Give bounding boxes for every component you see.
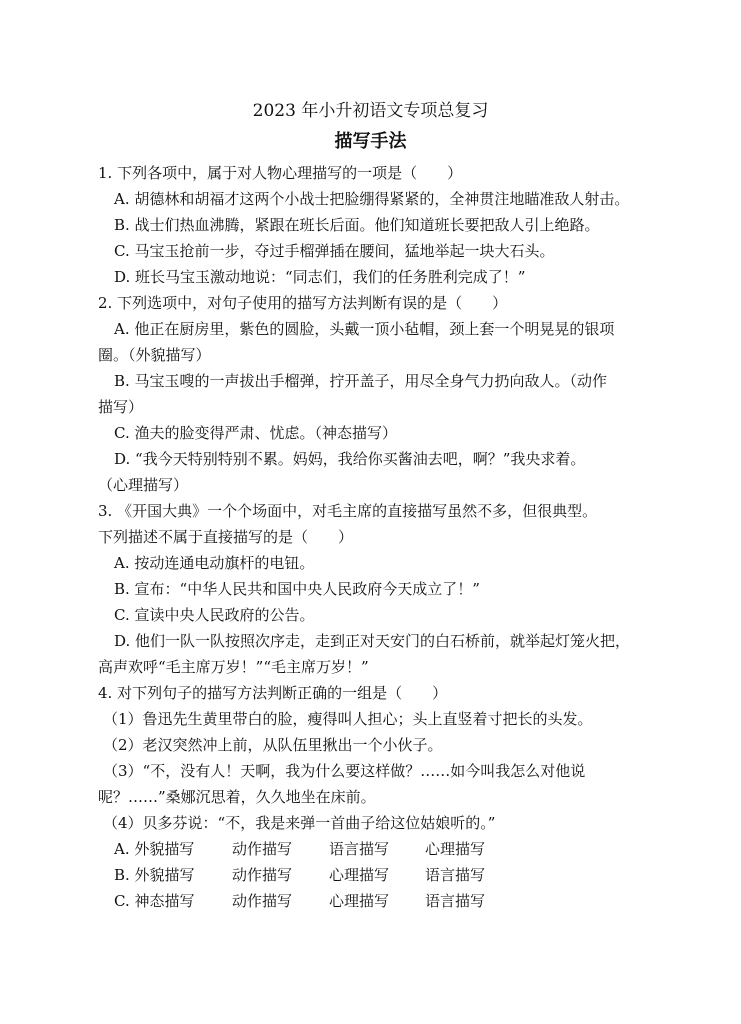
question-2-option-d-cont: （心理描写） (98, 476, 189, 494)
option-cell: 心理描写 (425, 840, 486, 858)
question-4-option-b (114, 865, 485, 885)
question-3-option-d: D. 他们一队一队按照次序走，走到正对天安门的白石桥前，就举起灯笼火把， (114, 632, 631, 650)
question-1-option-a: A. 胡德林和胡福才这两个小战士把脸绷得紧紧的，全神贯注地瞄准敌人射击。 (114, 190, 630, 208)
page-title: 2023 年小升初语文专项总复习 (252, 101, 489, 121)
question-2-option-a: A. 他正在厨房里，紫色的圆脸，头戴一顶小毡帽，颈上套一个明晃晃的银项 (114, 320, 615, 338)
question-2-option-b-cont: 描写） (98, 398, 144, 416)
option-cell: 语言描写 (329, 840, 390, 858)
option-cell: 心理描写 (329, 892, 390, 910)
question-1-option-d: D. 班长马宝玉激动地说：“同志们，我们的任务胜利完成了！” (114, 268, 526, 286)
question-3-stem-cont: 下列描述不属于直接描写的是（ ） (98, 528, 354, 546)
question-3-option-c: C. 宣读中央人民政府的公告。 (114, 606, 315, 624)
question-2-stem: 2. 下列选项中，对句子使用的描写方法判断有误的是（ ） (98, 294, 508, 312)
option-cell: B. 外貌描写 (114, 866, 195, 884)
option-cell: 语言描写 (425, 892, 486, 910)
question-4-option-a (114, 839, 485, 859)
question-2-option-b: B. 马宝玉嗖的一声拔出手榴弹，拧开盖子，用尽全身气力扔向敌人。（动作 (114, 372, 608, 390)
question-4-option-c (114, 891, 485, 911)
question-3-option-a: A. 按动连通电动旗杆的电钮。 (114, 554, 315, 572)
question-2-option-c: C. 渔夫的脸变得严肃、忧虑。（神态描写） (114, 424, 397, 442)
option-cell: 心理描写 (329, 866, 390, 884)
question-2-option-d: D. “我今天特别特别不累。妈妈，我给你买酱油去吧，啊？”我央求着。 (114, 450, 586, 468)
option-cell: C. 神态描写 (114, 892, 195, 910)
question-3-option-d-cont: 高声欢呼“毛主席万岁！”“毛主席万岁！” (98, 658, 369, 676)
question-4-sentence-3: （3）“不，没有人！天啊，我为什么要这样做？……如今叫我怎么对他说 (103, 762, 586, 780)
page-subtitle: 描写手法 (334, 131, 407, 152)
option-cell: A. 外貌描写 (114, 840, 195, 858)
question-4-sentence-2: （2）老汉突然冲上前，从队伍里揪出一个小伙子。 (103, 736, 443, 754)
option-cell: 语言描写 (425, 866, 486, 884)
question-4-sentence-3-cont: 呢？……”桑娜沉思着，久久地坐在床前。 (98, 788, 376, 806)
question-1-option-b: B. 战士们热血沸腾，紧跟在班长后面。他们知道班长要把敌人引上绝路。 (114, 216, 600, 234)
option-cell: 动作描写 (232, 866, 293, 884)
option-cell: 动作描写 (232, 892, 293, 910)
question-4-sentence-4: （4）贝多芬说：“不，我是来弹一首曲子给这位姑娘听的。” (103, 814, 496, 832)
question-2-option-a-cont: 圈。（外貌描写） (98, 346, 211, 364)
question-1-stem: 1. 下列各项中，属于对人物心理描写的一项是（ ） (98, 164, 463, 182)
question-4-sentence-1: （1）鲁迅先生黄里带白的脸，瘦得叫人担心；头上直竖着寸把长的头发。 (103, 710, 593, 728)
option-cell: 动作描写 (232, 840, 293, 858)
question-3-stem: 3. 《开国大典》一个个场面中，对毛主席的直接描写虽然不多，但很典型。 (98, 502, 598, 520)
question-1-option-c: C. 马宝玉抢前一步，夺过手榴弹插在腰间，猛地举起一块大石头。 (114, 242, 555, 260)
question-3-option-b: B. 宣布：“中华人民共和国中央人民政府今天成立了！” (114, 580, 480, 598)
question-4-stem: 4. 对下列句子的描写方法判断正确的一组是（ ） (98, 684, 448, 702)
